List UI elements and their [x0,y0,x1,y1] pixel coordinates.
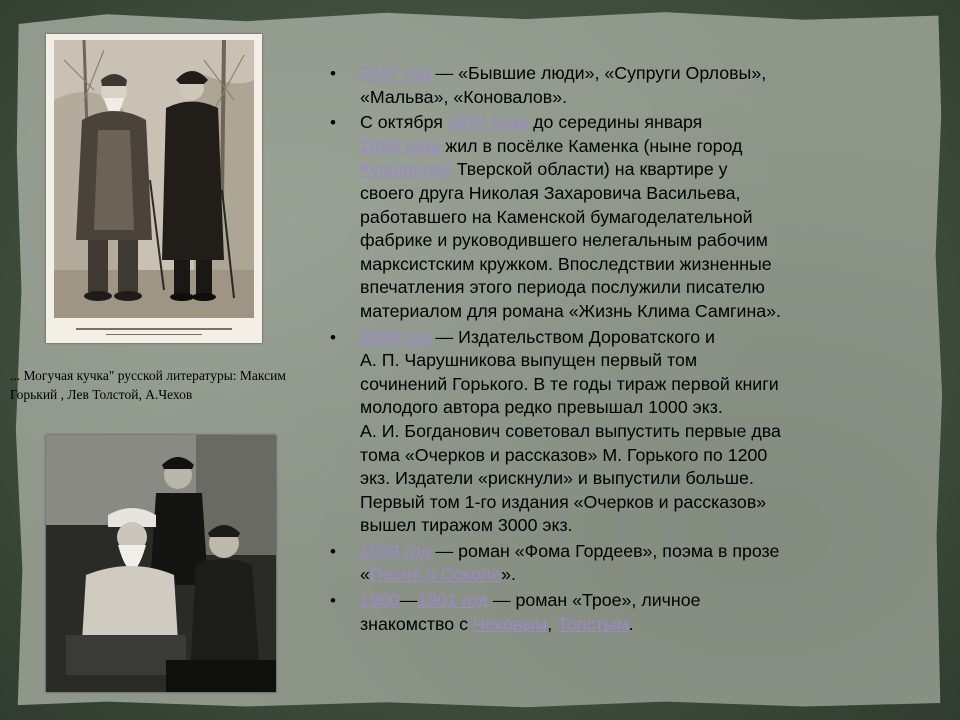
inline-link[interactable]: 1901 год [417,590,488,611]
bullet-text: жил в посёлке Каменка (ныне город [440,135,743,156]
bullet-text: — «Бывшие люди», «Супруги Орловы», [430,63,767,83]
bullet-text: молодого автора редко превышал 1000 экз. [360,397,723,418]
photo-caption: ... Могучая кучка" русской литературы: Максим Горький , Лев Толстой, А.Чехов [10,368,286,402]
bullet-text: «Мальва», «Коновалов». [360,86,568,107]
bullet-text: . [628,613,634,634]
bullet-line [360,158,890,182]
bullet-line [360,613,890,637]
bullet-item [330,111,890,323]
photo-tolstoy-gorky [46,34,262,343]
bullet-text: работавшего на Каменской бумагоделательной [360,206,753,227]
bullet-item [330,540,890,587]
bullet-line [360,111,890,135]
bullet-text: тома «Очерков и рассказов» М. Горького по 1200 [360,444,768,465]
photo-caption-print [76,328,232,330]
bullet-text: сочинений Горького. В те годы тираж первой книги [360,373,779,394]
inline-link[interactable]: Песня о Соколе [369,564,502,585]
inline-link[interactable]: 1898 года [360,135,441,156]
bullet-item [330,589,890,636]
inline-link[interactable]: 1899 год [360,540,431,561]
bullet-text: материалом для романа «Жизнь Клима Самгина». [360,300,782,321]
bullet-line [360,540,890,564]
bullet-line [360,326,890,350]
bullet-text: ». [501,564,516,585]
bullet-line [360,589,890,613]
inline-link[interactable]: 1897 года [447,112,529,133]
bullet-line [360,349,890,373]
bullet-text: — Издательством Дороватского и [430,326,715,347]
photo-scene [54,40,254,318]
inline-link[interactable]: 1898 год [360,326,431,347]
bullet-text: — роман «Трое», личное [487,590,701,611]
bullet-text: « [360,564,370,585]
bullet-line [360,229,890,253]
bullet-line [360,135,890,159]
bullet-text: — роман «Фома Гордеев», поэма в прозе [430,540,780,561]
bullet-line [360,491,890,515]
bullet-text: Тверской области) на квартире у [451,159,728,180]
photo-gorky-tolstoy-chekhov [46,435,276,692]
bullet-line [360,373,890,397]
bullet-text: до середины января [528,112,703,133]
bullet-text: Первый том 1-го издания «Очерков и рассказов» [360,491,767,512]
bullet-text: впечатления этого периода послужили писателю [360,277,765,298]
bullet-line [360,563,890,587]
bullet-line [360,396,890,420]
bullet-line [360,276,890,300]
inline-link[interactable]: Толстым [557,613,629,634]
bullet-line [360,444,890,468]
bullet-line [360,467,890,491]
bullet-text: А. П. Чарушникова выпущен первый том [360,350,698,371]
bullet-line [360,514,890,538]
inline-link[interactable]: 1900 [360,590,400,611]
bullet-text: своего друга Николая Захаровича Васильева, [360,182,741,203]
bullet-text: , [547,613,558,634]
bullet-item [330,62,890,109]
bullet-line [360,86,890,110]
bullet-text: фабрике и руководившего нелегальным рабочим [360,230,768,251]
bullet-text: А. И. Богданович советовал выпустить первые два [360,420,781,441]
bullet-line [360,253,890,277]
bullet-line [360,420,890,444]
bullet-text: экз. Издатели «рискнули» и выпустили больше. [360,468,754,489]
bullet-line [360,300,890,324]
bullet-text: — [399,590,418,611]
content-bullet-list [330,62,890,638]
group-illustration [46,435,276,692]
inline-link[interactable]: Чеховым [472,613,548,634]
bullet-text: знакомство с [360,613,473,634]
inline-link[interactable]: Кувшиново [360,159,452,180]
bullet-text: марксистским кружком. Впоследствии жизненные [360,253,772,274]
bullet-item [330,326,890,538]
bullet-text: С октября [360,112,448,133]
bullet-line [360,182,890,206]
inline-link[interactable]: 1897 год [360,63,431,83]
bullet-text: вышел тиражом 3000 экз. [360,515,573,536]
bullet-line [360,206,890,230]
photo-caption-print [106,334,202,335]
tolstoy-gorky-illustration [54,40,254,318]
bullet-line [360,62,890,86]
